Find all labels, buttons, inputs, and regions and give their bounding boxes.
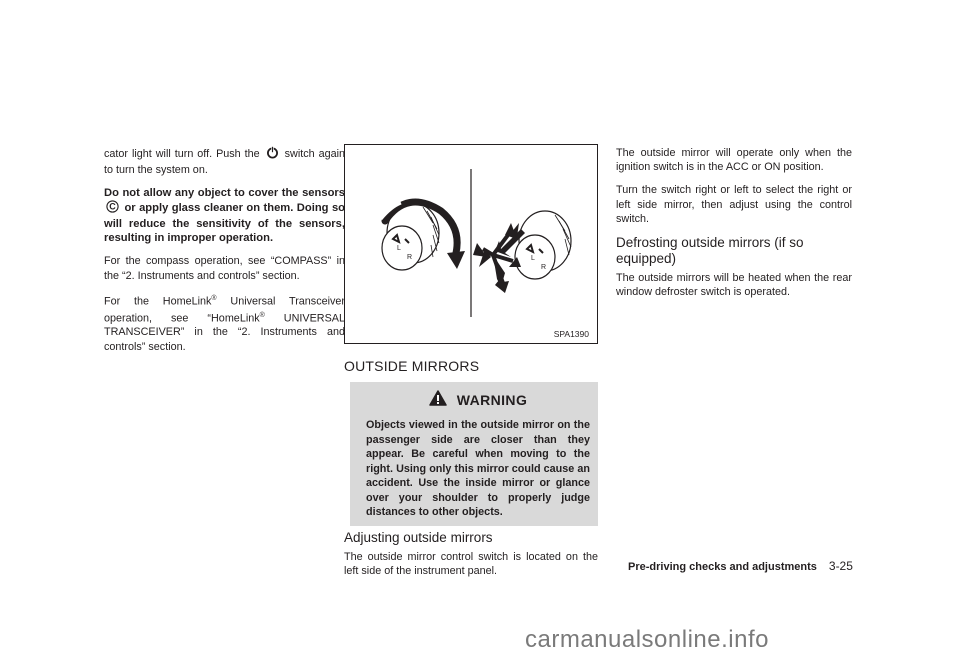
paragraph-indicator-light: cator light will turn off. Push the switch again to turn the system on.: [104, 148, 346, 177]
warning-box: [350, 382, 598, 526]
paragraph-defroster: The outside mirrors will be heated when the rear window defroster switch is operated.: [616, 272, 852, 299]
subheading-adjusting-mirrors: Adjusting outside mirrors: [344, 529, 493, 545]
warning-text: Objects viewed in the outside mirror on the passenger side are closer than they appear. Be careful when moving to the right. Using only this mirror could cause an accident. Use the inside mirror or glance over your shoulder to properly judge distances to other objects.: [366, 419, 590, 518]
paragraph-operation-condition: The outside mirror will operate only when the ignition switch is in the ACC or ON position.: [616, 147, 852, 174]
sensor-c-icon: [106, 200, 119, 217]
knob-label-L2: L: [531, 255, 535, 262]
column-left: [104, 146, 345, 363]
column-right: [616, 146, 852, 308]
section-heading-outside-mirrors: OUTSIDE MIRRORS: [344, 358, 480, 374]
mirror-switch-figure: [344, 144, 598, 344]
paragraph-sensor-caution: Do not allow any object to cover the sensors C or apply glass cleaner on them. Doing so will reduce the sensitivity of the sensors, resulting in improper operation.: [104, 187, 345, 245]
page-number: 3-25: [828, 559, 853, 573]
paragraph-select-mirror: Turn the switch right or left to select the right or left side mirror, then adjust using the control switch.: [616, 184, 852, 225]
paragraph-switch-location: The outside mirror control switch is located on the left side of the instrument panel.: [344, 550, 598, 577]
figure-code: SPA1390: [553, 329, 589, 339]
page-footer: [628, 559, 853, 573]
watermark: carmanualsonline.info: [525, 626, 769, 653]
four-way-arrow-icon: [473, 223, 525, 293]
column-middle: [344, 144, 598, 587]
warning-triangle-icon: [429, 390, 447, 406]
knob-label-R: R: [407, 254, 413, 261]
warning-header: [366, 390, 590, 408]
subheading-defrosting-mirrors: Defrosting outside mirrors (if so equipped): [616, 235, 804, 267]
sensor-letter: C: [109, 202, 116, 213]
power-switch-icon: [266, 146, 279, 163]
footer-section-title: Pre-driving checks and adjustments: [628, 561, 817, 573]
knob-label-L: L: [397, 245, 401, 252]
paragraph-homelink-ref: For the HomeLink® Universal Transceiver operation, see “HomeLink® UNIVERSAL TRANSCEIVER” in the “2. Instruments and controls” section.: [104, 294, 345, 353]
knob-label-R2: R: [541, 264, 547, 271]
mirror-knob-right-icon: [515, 211, 571, 279]
paragraph-compass-ref: For the compass operation, see “COMPASS” in the “2. Instruments and controls” section.: [104, 255, 345, 282]
warning-title: WARNING: [456, 392, 528, 408]
